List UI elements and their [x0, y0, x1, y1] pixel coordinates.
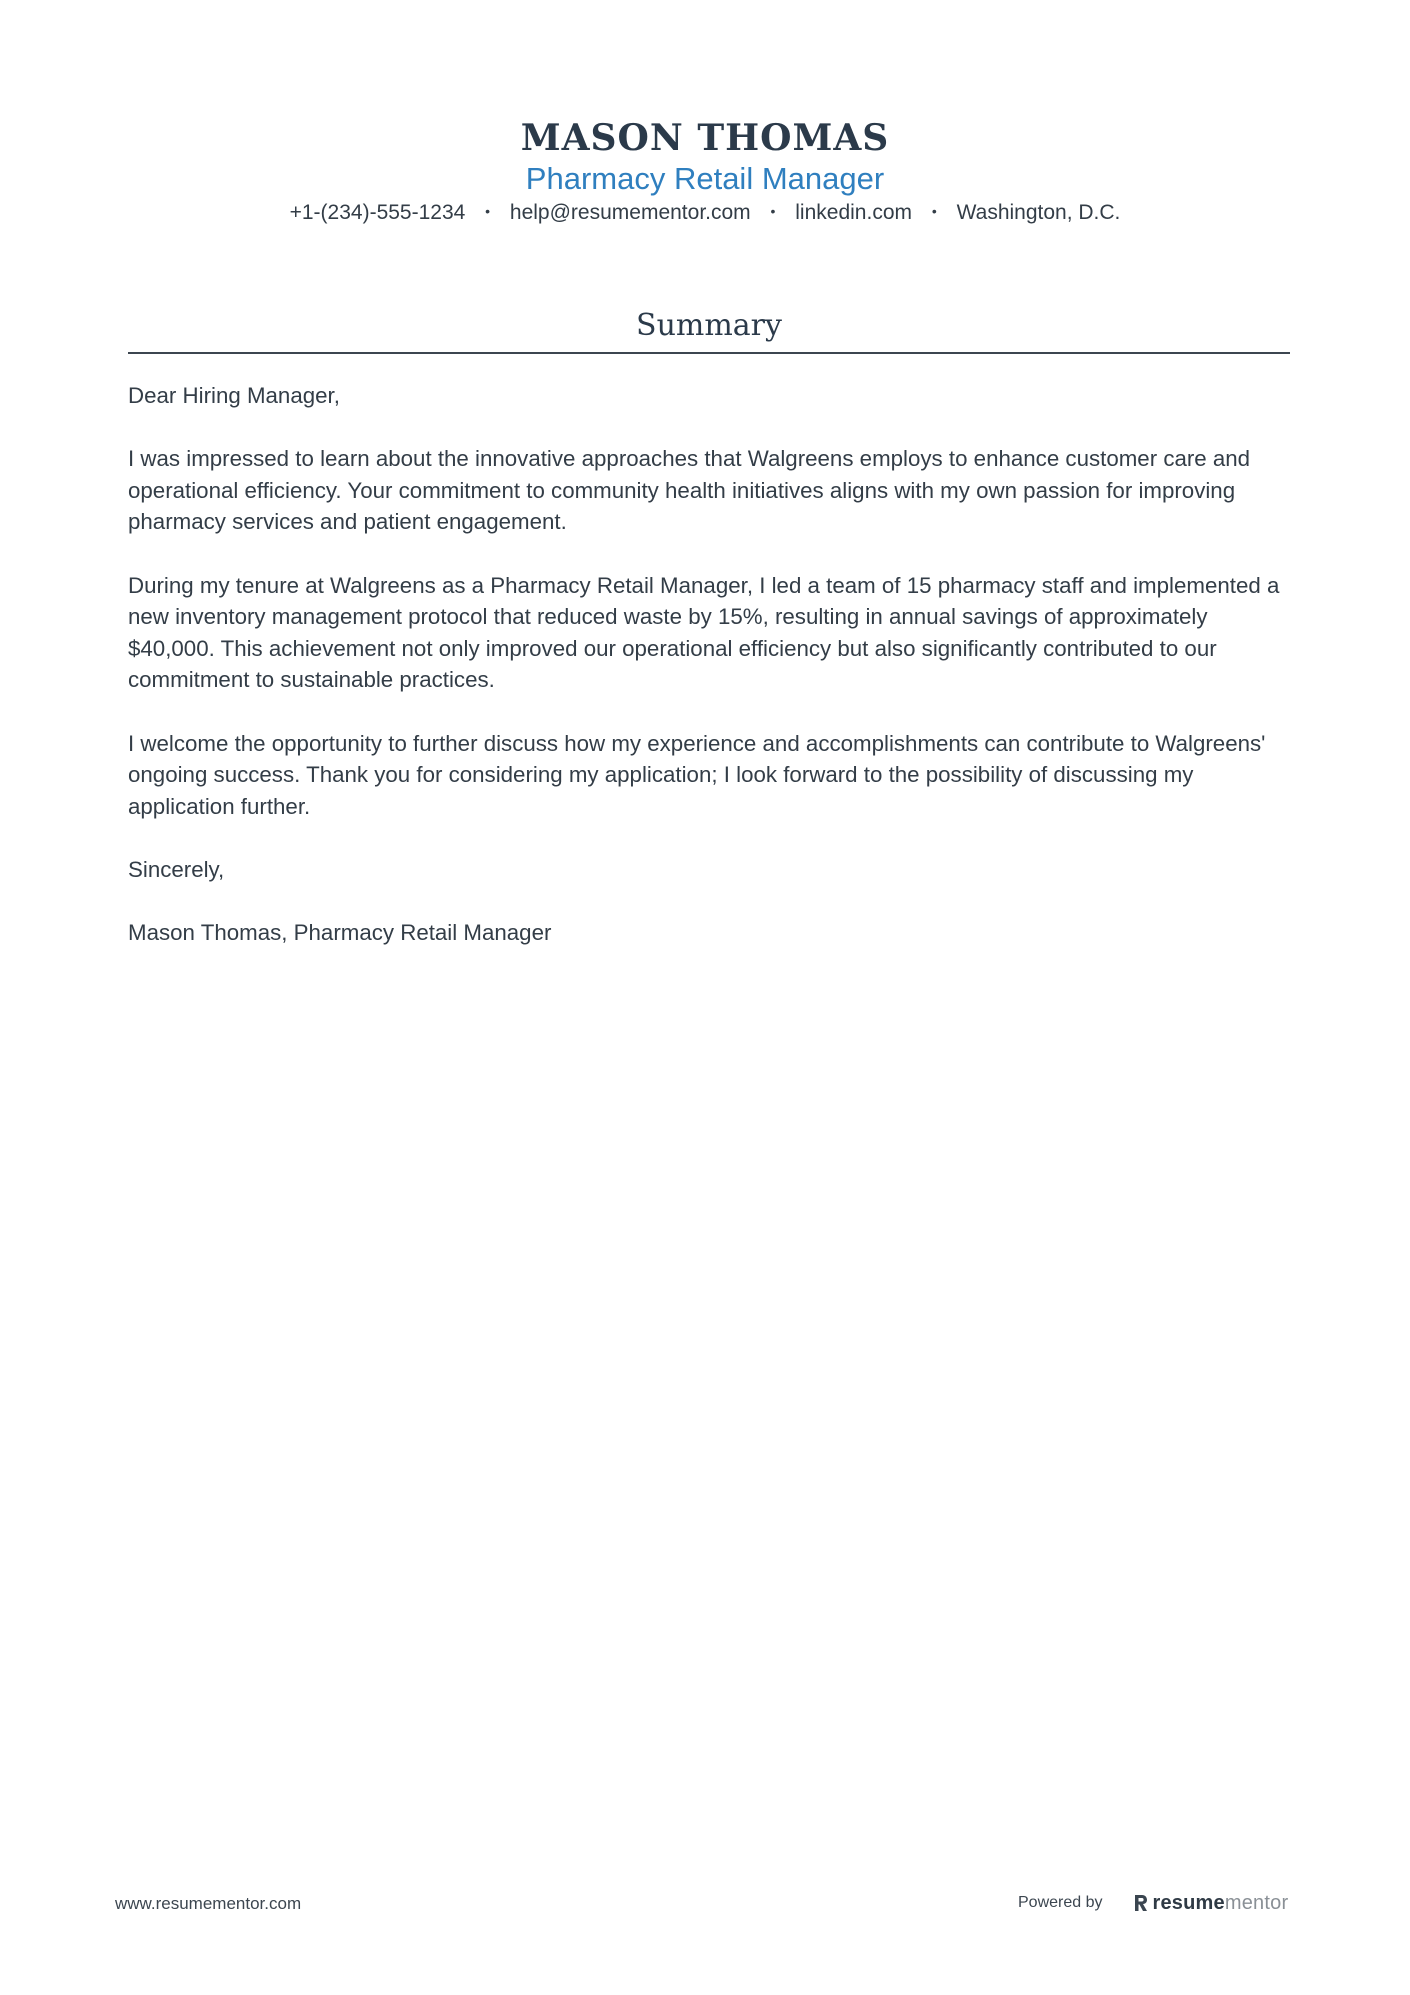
footer-website[interactable]: www.resumementor.com: [115, 1894, 302, 1913]
brand-name-bold: resume: [1152, 1891, 1225, 1914]
footer-branding: [1018, 1891, 1288, 1915]
applicant-name: MASON THOMAS: [520, 117, 890, 159]
letter-paragraph-1: I was impressed to learn about the innovative approaches that Walgreens employs to enhance customer care and operational efficiency. Your commitment to community health initiatives aligns with my own passion for improving pharmacy services and patient engagement.: [128, 446, 1251, 535]
letter-signature: Mason Thomas, Pharmacy Retail Manager: [128, 920, 552, 946]
resumementor-logo-icon: [1133, 1893, 1149, 1913]
contact-email[interactable]: help@resumementor.com: [509, 201, 751, 224]
powered-by-label: Powered by: [1018, 1894, 1103, 1911]
header: [0, 116, 1410, 226]
letter-paragraph-3: I welcome the opportunity to further discuss how my experience and accomplishments can contribute to Walgreens' ongoing success. Thank you for considering my application; I look forward to the possibility of discussing my application further.: [128, 730, 1266, 819]
letter-closing: Sincerely,: [128, 856, 225, 882]
brand-logo[interactable]: [1133, 1892, 1289, 1915]
separator-dot: •: [931, 203, 937, 220]
contact-linkedin[interactable]: linkedin.com: [795, 201, 912, 224]
job-title: Pharmacy Retail Manager: [525, 161, 885, 196]
letter-body: [128, 380, 1290, 980]
separator-dot: •: [485, 203, 491, 220]
letter-paragraph-2: During my tenure at Walgreens as a Pharmacy Retail Manager, I led a team of 15 pharmacy staff and implemented a new inventory management protocol that reduced waste by 15%, resulting in annual savings of approximately $40,000. This achievement not only improved our operational efficiency but also significantly contributed to our commitment to sustainable practices.: [128, 572, 1280, 693]
contact-line: [0, 200, 1410, 226]
separator-dot: •: [770, 203, 776, 220]
section-divider: [128, 352, 1290, 354]
section-title-summary: Summary: [636, 308, 782, 343]
contact-location: Washington, D.C.: [956, 201, 1121, 224]
letter-greeting: Dear Hiring Manager,: [128, 383, 340, 408]
contact-phone: +1-(234)-555-1234: [289, 201, 466, 224]
brand-name-light: mentor: [1224, 1891, 1289, 1914]
